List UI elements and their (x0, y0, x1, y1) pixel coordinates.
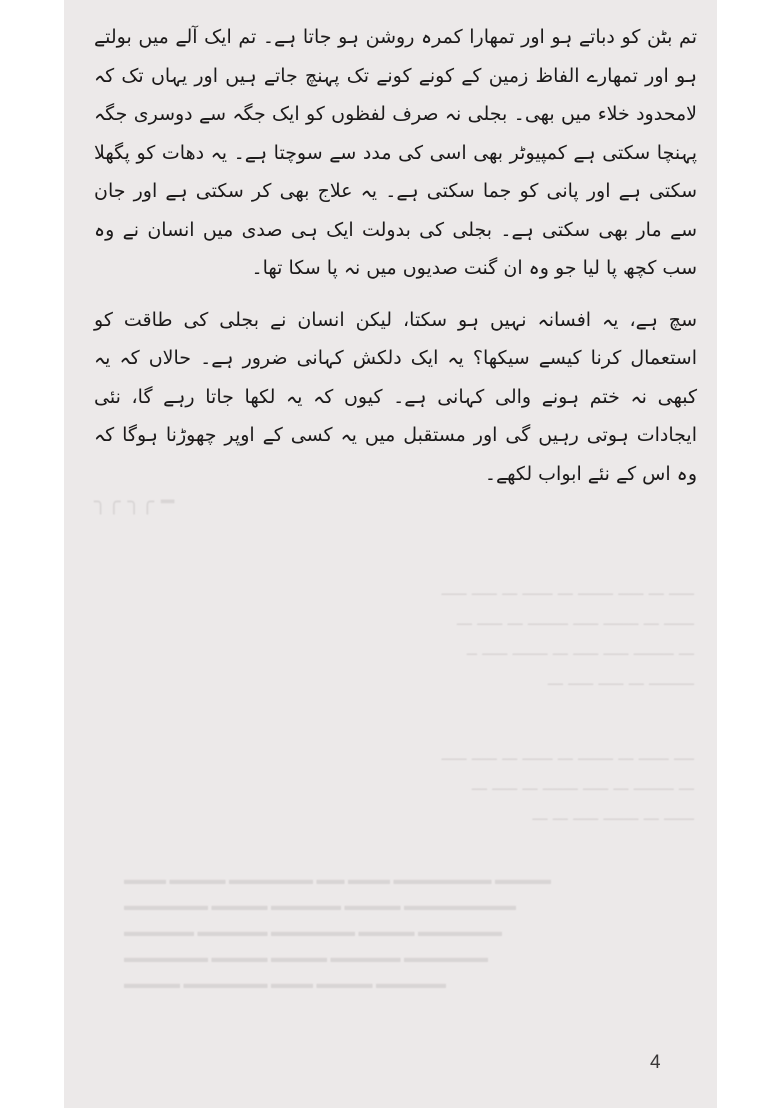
show-through-block: ▬▬▬ ▬▬▬▬ ▬▬▬▬▬▬ ▬▬ ▬▬▬ ▬▬▬▬▬▬▬ ▬▬▬▬ ▬▬▬▬▬▬ ▬▬▬▬ ▬▬▬▬▬ ▬▬▬▬ ▬▬▬▬▬▬▬▬ ▬▬▬▬▬ ▬▬▬▬▬ ▬▬▬▬▬▬ ▬▬▬▬ ▬▬▬▬▬▬ ▬▬▬▬▬▬ ▬▬▬▬ ▬▬▬▬ ▬▬▬▬▬ ▬▬▬▬▬▬ ▬▬▬▬ ▬▬▬▬▬▬ ▬▬▬ ▬▬▬▬ ▬▬▬▬▬ (124, 873, 551, 992)
page-number: 4 (650, 1052, 661, 1073)
paragraph-2: سچ ہے، یہ افسانہ نہیں ہو سکتا، لیکن انسان نے بجلی کی طاقت کو استعمال کرنا کیسے سیکھا؟ یہ ایک دلکش کہانی ضرور ہے۔ حالاں کہ یہ کبھی نہ ختم ہونے والی کہانی ہے۔ کیوں کہ یہ لکھا جاتا رہے گا، نئی ایجادات ہوتی رہیں گی اور مستقبل میں یہ کسی کے اوپر چھوڑنا ہوگا کہ وہ اس کے نئے ابواب لکھے۔ (94, 308, 697, 485)
paragraph-1: تم بٹن کو دباتے ہو اور تمھارا کمرہ روشن ہو جاتا ہے۔ تم ایک آلے میں بولتے ہو اور تمھارے الفاظ زمین کے کونے کونے تک پہنچ جاتے ہیں اور یہاں تک کہ لامحدود خلاء میں بھی۔ بجلی نہ صرف لفظوں کو ایک جگہ سے دوسری جگہ پہنچا سکتی ہے کمپیوٹر بھی اسی کی مدد سے سوچتا ہے۔ یہ دھات کو پگھلا سکتی ہے اور پانی کو جما سکتی ہے۔ یہ علاج بھی کر سکتی ہے اور جان سے مار بھی سکتی ہے۔ بجلی کی بدولت ایک ہی صدی میں انسان نے وہ سب کچھ پا لیا جو وہ ان گنت صدیوں میں نہ پا سکا تھا۔ (94, 26, 697, 279)
show-through-heading: ━ ╭╮ ╭╮ (94, 490, 175, 515)
show-through-block: ــــ ــــــ ـــ ـــــــ ـــ ــــــ ـــ ـــــ ـــــ ـــ ــــــــ ـــ ـــــ ـــــــ ـــ ـــــ ـــ ــــــ ـــ ـــــــ ـــــ ـــ ـــ (441, 745, 694, 825)
page-body-text (94, 18, 697, 506)
scanned-page (64, 0, 717, 1108)
show-through-block: ـــــ ـــ ـــــ ـــــــ ـــ ــــــ ـــ ـــــ ـــــ ــــــ ـــ ـــــــ ـــــ ــــــــ ـــ ـــــ ـــ ـــ ــــــــ ـــــ ـــــ ـــ ـــــــ ـــــ ــ ـــــــــ ـــ ـــــ ـــــ ـــ (441, 580, 694, 690)
